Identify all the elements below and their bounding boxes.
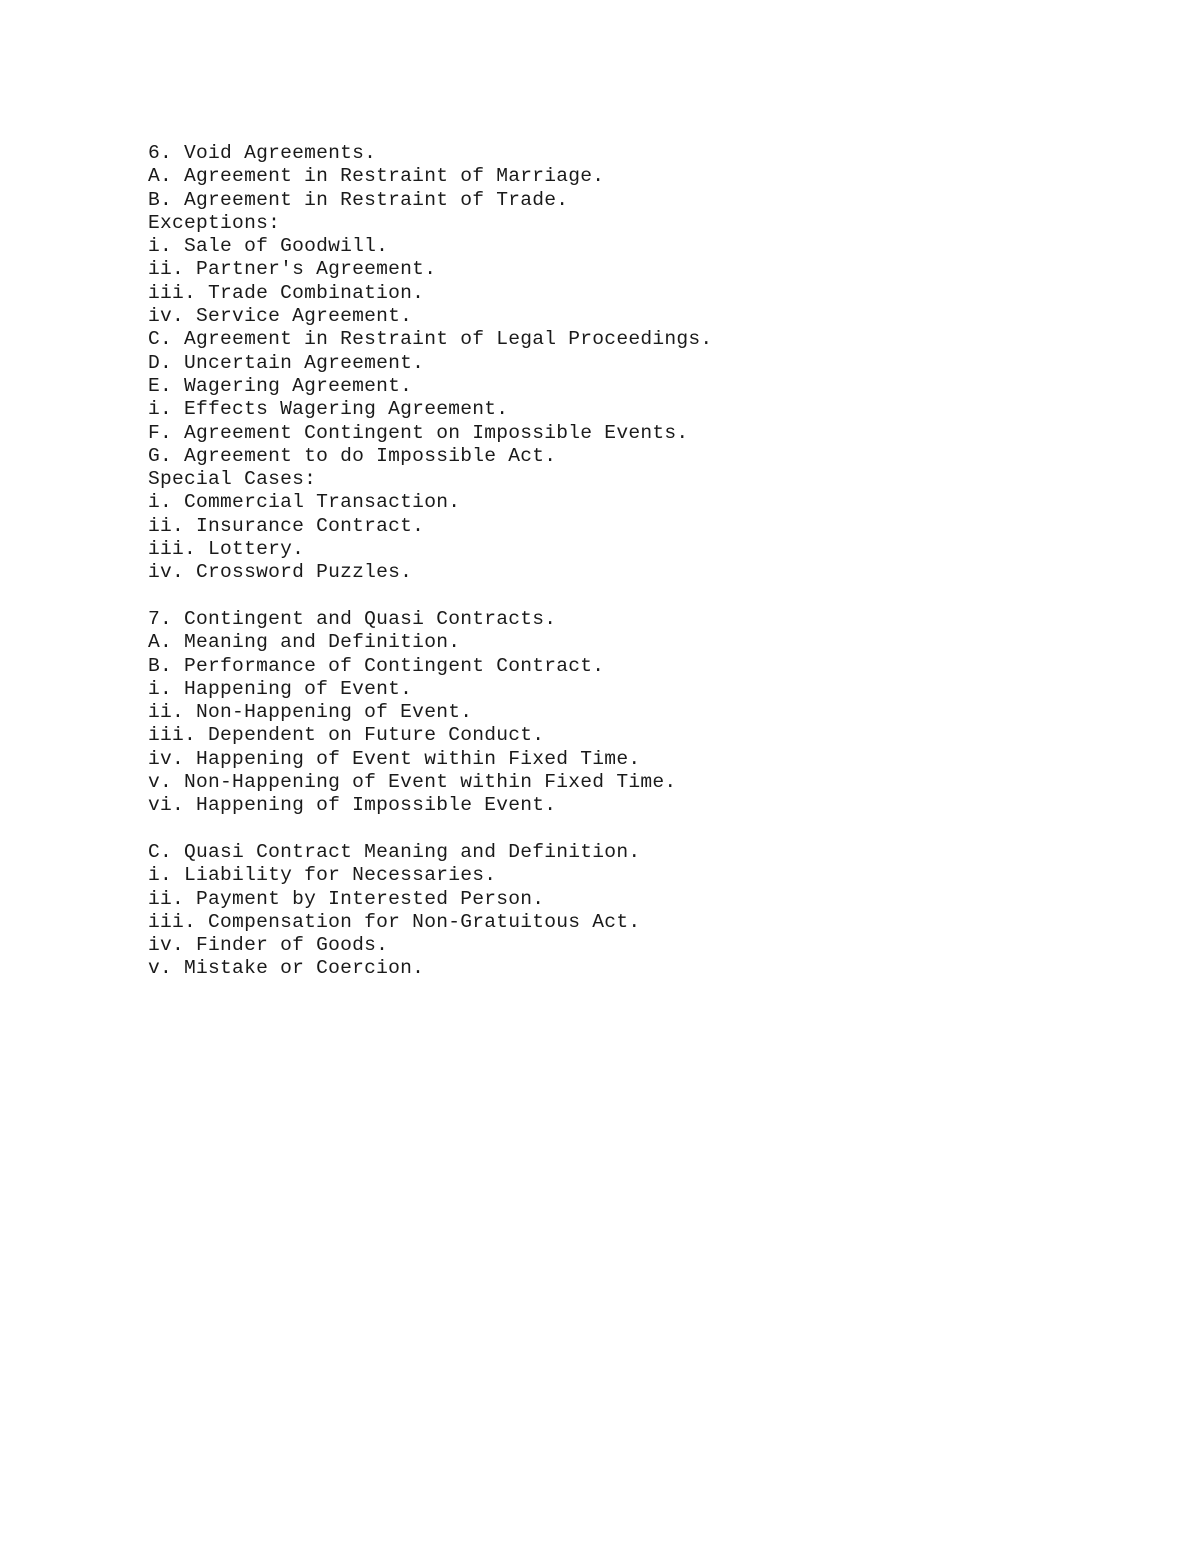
outline-item: i. Effects Wagering Agreement. <box>148 398 509 421</box>
outline-item: G. Agreement to do Impossible Act. <box>148 444 557 467</box>
outline-item: iv. Crossword Puzzles. <box>148 561 413 584</box>
section-contingent-quasi-contracts <box>148 608 1148 818</box>
outline-item: iii. Dependent on Future Conduct. <box>148 724 545 747</box>
outline-label: Exceptions: <box>148 211 281 234</box>
outline-item: iv. Finder of Goods. <box>148 934 389 957</box>
outline-item: vi. Happening of Impossible Event. <box>148 794 557 817</box>
outline-item: E. Wagering Agreement. <box>148 374 413 397</box>
outline-item: v. Non-Happening of Event within Fixed Time. <box>148 771 677 794</box>
outline-item: i. Happening of Event. <box>148 677 413 700</box>
outline-item: A. Agreement in Restraint of Marriage. <box>148 165 605 188</box>
outline-item: C. Agreement in Restraint of Legal Proceedings. <box>148 328 713 351</box>
outline-item: ii. Partner's Agreement. <box>148 258 437 281</box>
outline-item: iv. Happening of Event within Fixed Time. <box>148 747 641 770</box>
outline-item: iii. Trade Combination. <box>148 281 425 304</box>
outline-item: D. Uncertain Agreement. <box>148 351 425 374</box>
outline-item: ii. Payment by Interested Person. <box>148 887 545 910</box>
outline-item: i. Liability for Necessaries. <box>148 864 497 887</box>
outline-item: C. Quasi Contract Meaning and Definition. <box>148 840 641 863</box>
outline-item: iii. Compensation for Non-Gratuitous Act. <box>148 910 641 933</box>
outline-item: B. Agreement in Restraint of Trade. <box>148 188 569 211</box>
section-void-agreements <box>148 142 1148 585</box>
outline-label: Special Cases: <box>148 468 317 491</box>
outline-item: B. Performance of Contingent Contract. <box>148 654 605 677</box>
outline-item: v. Mistake or Coercion. <box>148 957 425 980</box>
section-quasi-contract <box>148 841 1148 981</box>
section-heading: 6. Void Agreements. <box>148 142 377 164</box>
outline-item: i. Commercial Transaction. <box>148 491 461 514</box>
outline-item: A. Meaning and Definition. <box>148 631 461 654</box>
document-outline <box>148 142 1148 981</box>
outline-item: iv. Service Agreement. <box>148 305 413 328</box>
outline-item: F. Agreement Contingent on Impossible Events. <box>148 421 689 444</box>
section-heading: 7. Contingent and Quasi Contracts. <box>148 607 557 630</box>
outline-item: iii. Lottery. <box>148 538 305 561</box>
outline-item: ii. Non-Happening of Event. <box>148 701 473 724</box>
outline-item: i. Sale of Goodwill. <box>148 235 389 258</box>
outline-item: ii. Insurance Contract. <box>148 514 425 537</box>
